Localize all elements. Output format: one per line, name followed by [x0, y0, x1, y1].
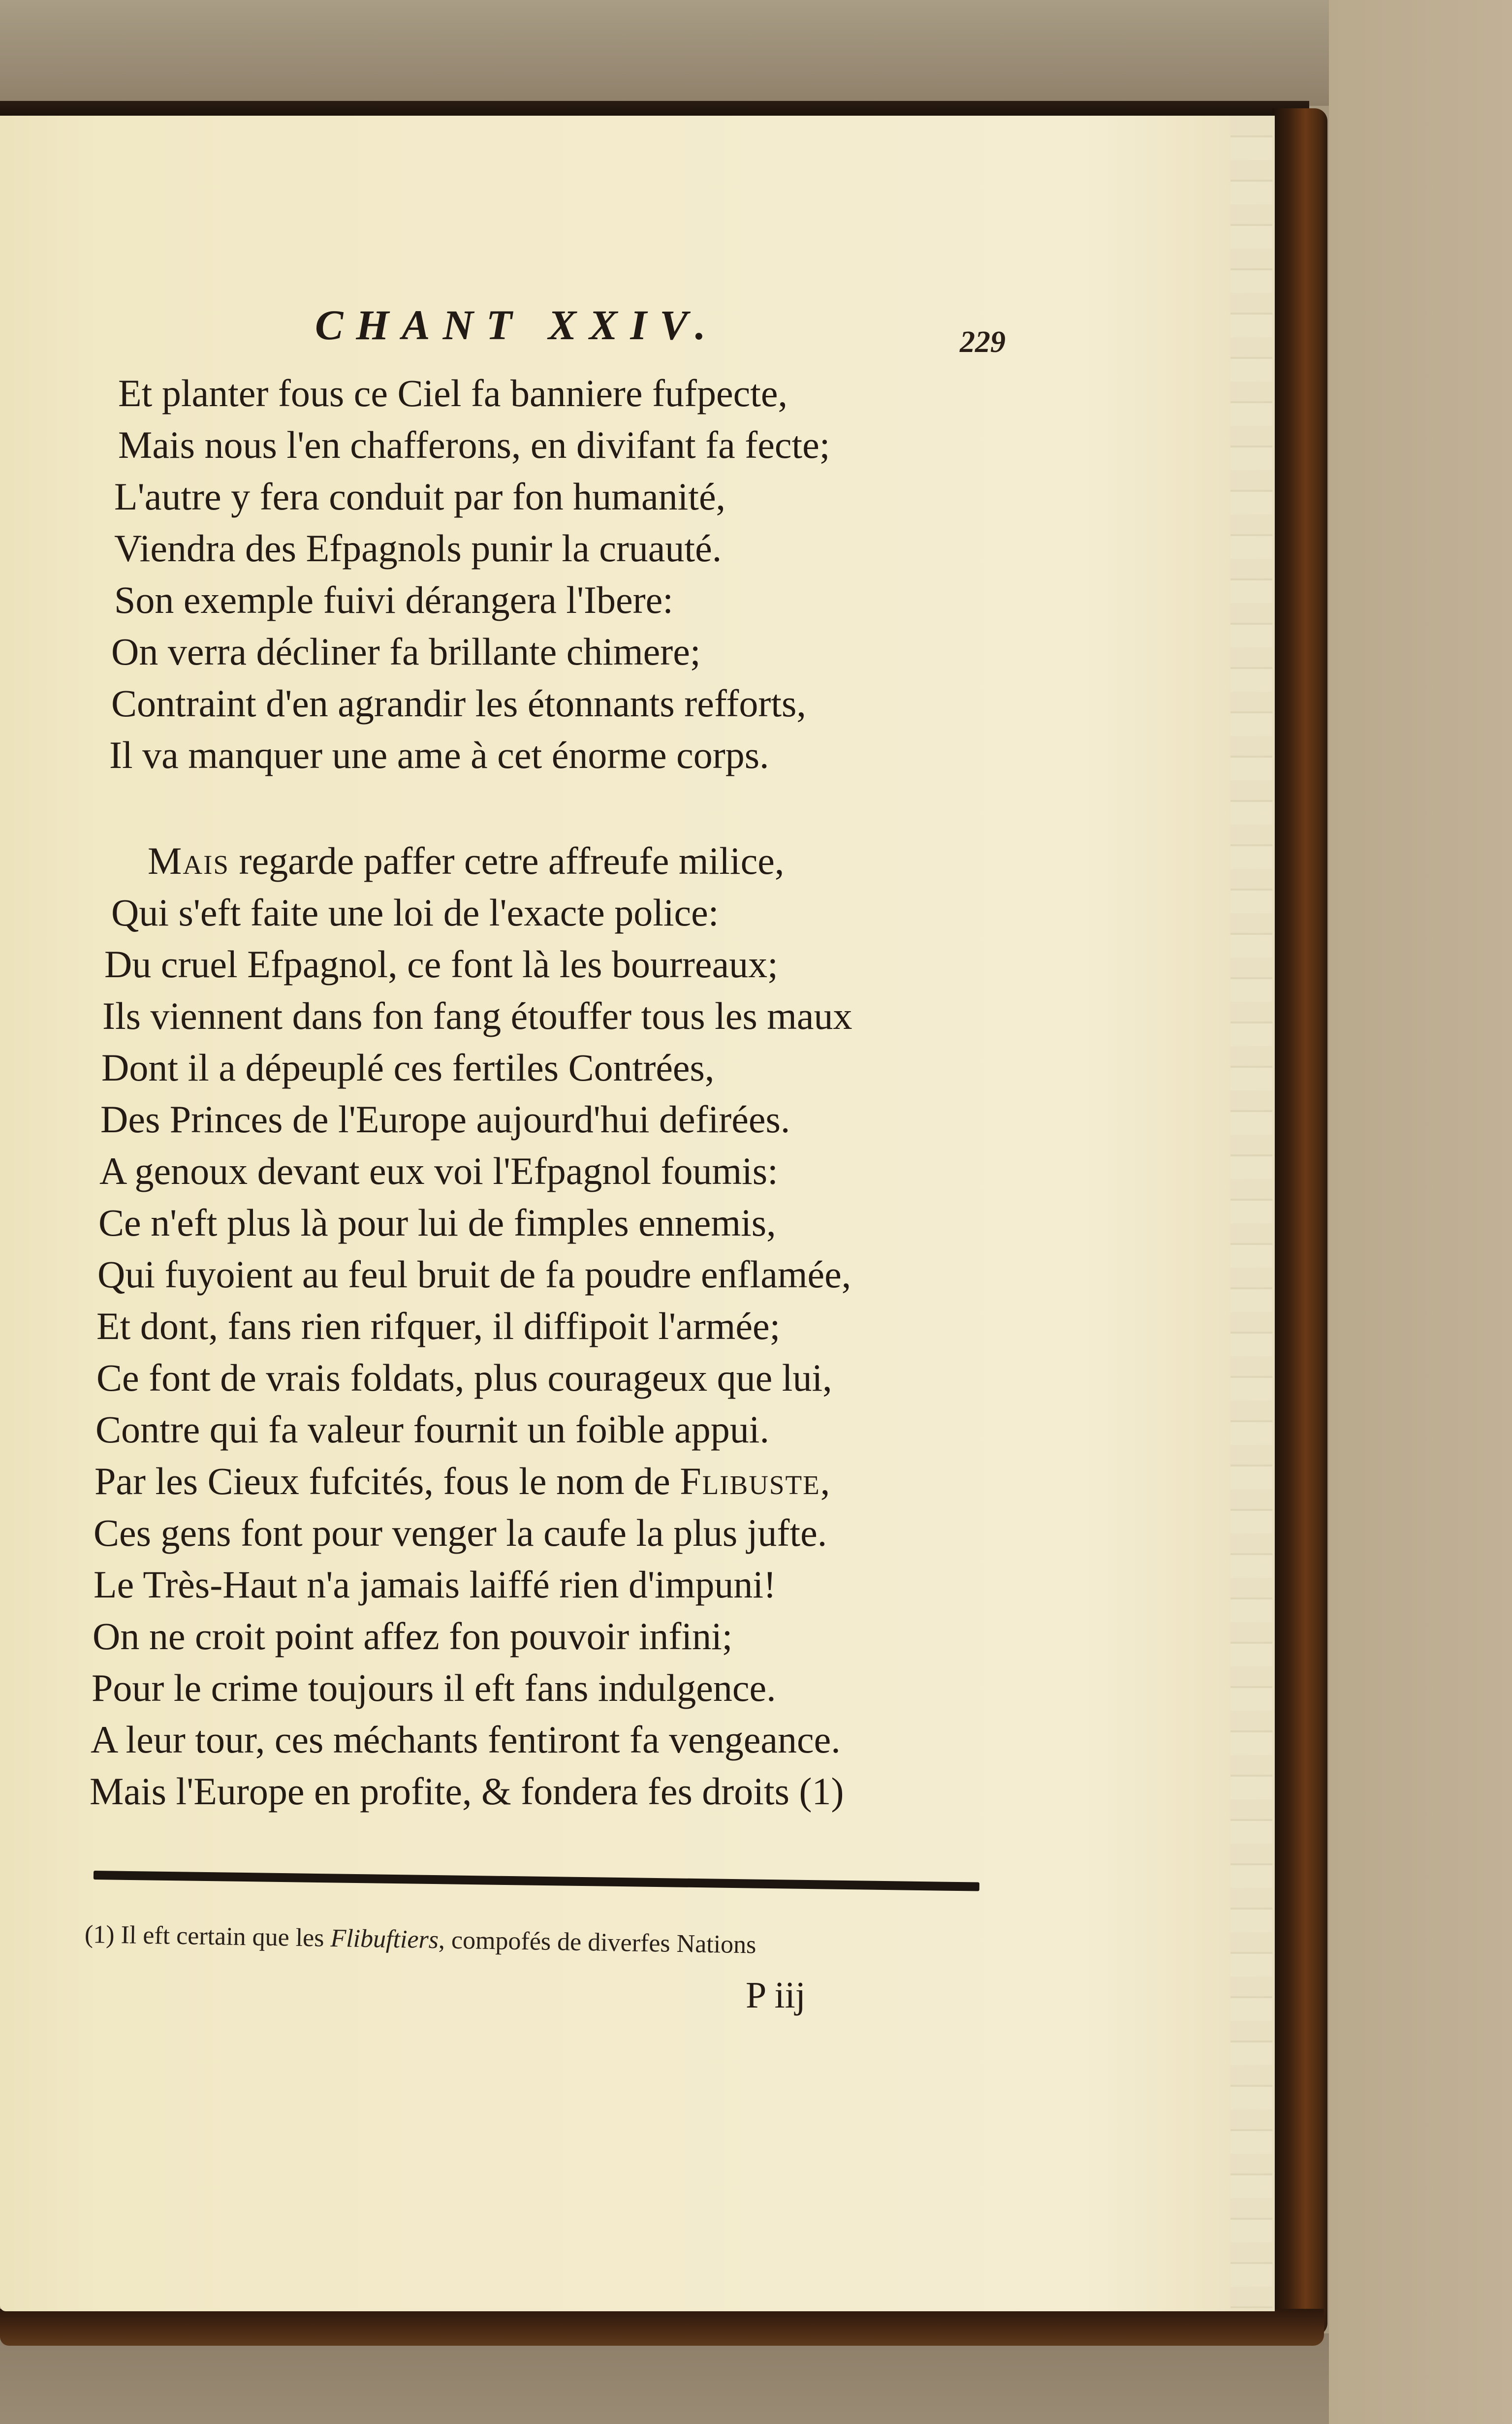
- verse-line: Son exemple fuivi dérangera l'Ibere:: [114, 578, 673, 621]
- verse-line: Contre qui fa valeur fournit un foible appui.: [95, 1408, 769, 1451]
- background-top: [0, 0, 1512, 106]
- verse-line: On ne croit point affez fon pouvoir infini;: [93, 1615, 733, 1658]
- footnote-text: Il eft certain que les: [114, 1920, 331, 1952]
- footnote-italic: Flibuftiers: [330, 1924, 439, 1954]
- verse-text: Par les Cieux fufcités, fous le nom de: [94, 1460, 680, 1502]
- verse-line: Ce n'eft plus là pour lui de fimples ennemis,: [98, 1201, 776, 1244]
- running-head: CHANT XXIV.: [315, 301, 719, 349]
- verse-line: Viendra des Efpagnols punir la cruauté.: [114, 527, 722, 570]
- verse-line: Pour le crime toujours il eft fans indulgence.: [92, 1666, 776, 1709]
- verse-line: L'autre y fera conduit par fon humanité,: [114, 475, 726, 518]
- verse-line: Ce font de vrais foldats, plus courageux que lui,: [96, 1356, 832, 1399]
- verse-line-first: [148, 839, 785, 882]
- verse-line: Et planter fous ce Ciel fa banniere fufpecte,: [118, 372, 788, 415]
- verse-punct: ,: [820, 1460, 830, 1502]
- small-caps-word: Flibuste: [680, 1460, 820, 1502]
- verse-line: Ils viennent dans fon fang étouffer tous les maux: [102, 994, 852, 1037]
- verse-line: Qui fuyoient au feul bruit de fa poudre enflamée,: [97, 1253, 851, 1296]
- verse-line: A genoux devant eux voi l'Efpagnol foumis:: [99, 1149, 778, 1192]
- verse-line: Du cruel Efpagnol, ce font là les bourreaux;: [104, 943, 778, 986]
- page-fore-edge: [1230, 116, 1272, 2309]
- verse-line-rest: regarde paffer cetre affreufe milice,: [229, 839, 785, 882]
- footnote-marker: (1): [84, 1920, 115, 1949]
- verse-line: Mais l'Europe en profite, & fondera fes droits (1): [90, 1770, 844, 1813]
- verse-line: Qui s'eft faite une loi de l'exacte police:: [111, 891, 719, 934]
- verse-line: Et dont, fans rien rifquer, il diffipoit l'armée;: [96, 1305, 781, 1347]
- signature-mark: P iij: [746, 1975, 806, 2016]
- verse-line: Il va manquer une ame à cet énorme corps.: [109, 734, 769, 776]
- verse-line: Dont il a dépeuplé ces fertiles Contrées,: [101, 1046, 715, 1089]
- initial-small-caps: Mais: [148, 839, 229, 882]
- footnote-text-rest: , compofés de diverfes Nations: [438, 1926, 756, 1959]
- book-cover-right-edge: [1272, 108, 1327, 2336]
- verse-line: Des Princes de l'Europe aujourd'hui defirées.: [100, 1098, 790, 1141]
- verse-line: Ces gens font pour venger la caufe la plus jufte.: [94, 1511, 827, 1554]
- background-bottom: [0, 2333, 1329, 2424]
- book-cover-bottom-edge: [0, 2309, 1324, 2346]
- page-number: 229: [960, 325, 1006, 359]
- background-right: [1329, 0, 1512, 2424]
- verse-line: On verra décliner fa brillante chimere;: [111, 630, 701, 673]
- verse-line: A leur tour, ces méchants fentiront fa vengeance.: [91, 1718, 841, 1761]
- verse-line-flibuste: [94, 1462, 830, 1500]
- verse-line: Contraint d'en agrandir les étonnants refforts,: [111, 682, 806, 725]
- verse-line: Le Très-Haut n'a jamais laiffé rien d'impuni!: [94, 1563, 777, 1606]
- book-top-edge: [0, 101, 1309, 117]
- verse-line: Mais nous l'en chafferons, en divifant fa fecte;: [118, 423, 830, 466]
